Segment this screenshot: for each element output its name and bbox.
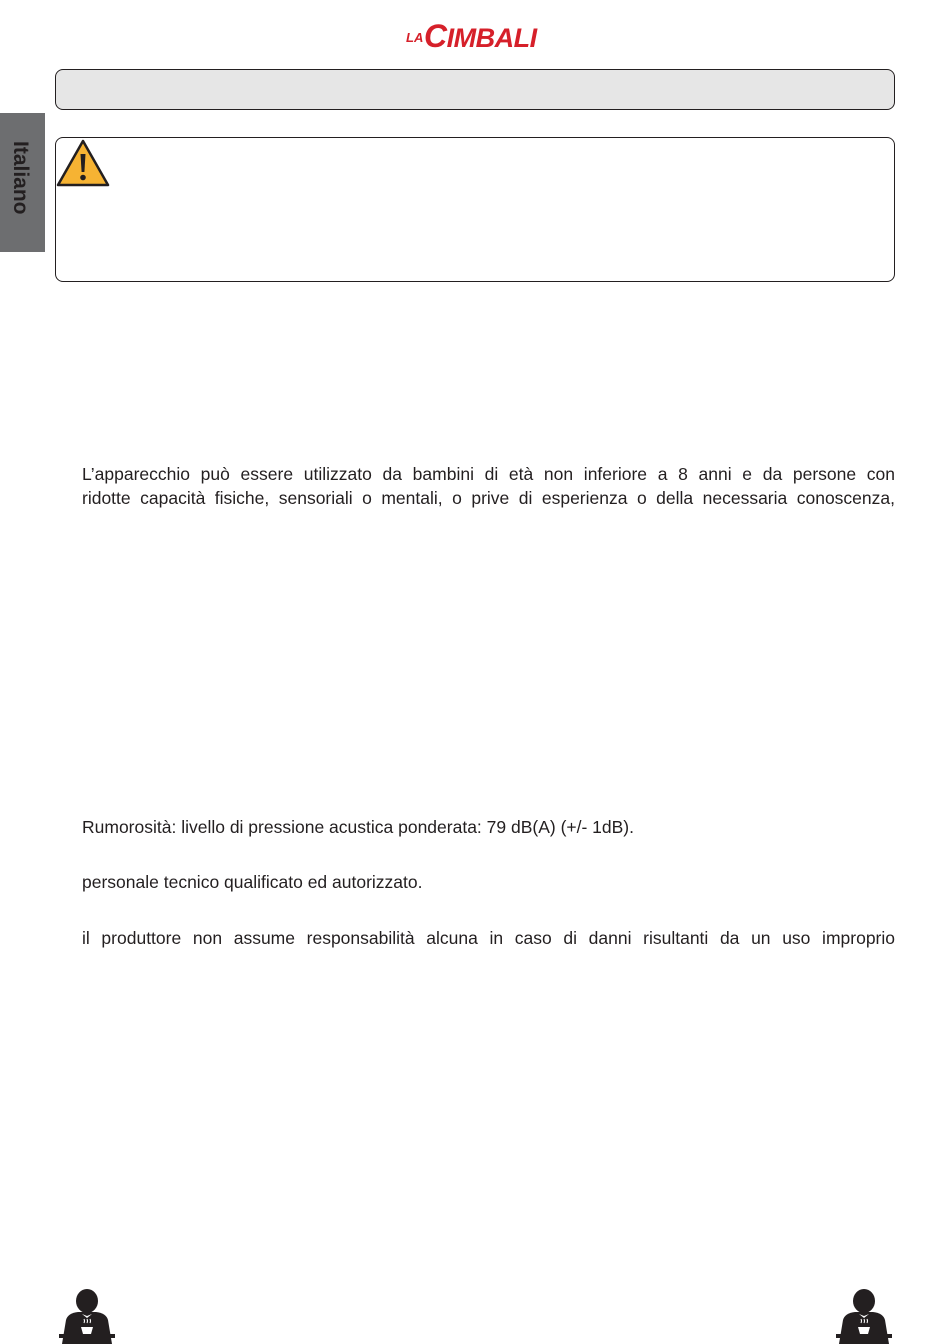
paragraph-children-usage-line-1: L’apparecchio può essere utilizzato da bambini di età non inferiore a 8 anni e da persone con	[82, 464, 895, 484]
logo-prefix: LA	[406, 30, 424, 45]
paragraph-noise-level: Rumorosità: livello di pressione acustica ponderata: 79 dB(A) (+/- 1dB).	[82, 817, 635, 837]
logo-rest: IMBALI	[446, 23, 537, 53]
paragraph-qualified-personnel: personale tecnico qualificato ed autorizzato.	[82, 872, 423, 892]
warning-triangle-icon	[56, 138, 110, 188]
logo-initial: C	[424, 18, 447, 54]
warning-box	[55, 137, 895, 282]
brand-logo	[400, 18, 550, 58]
logo-wordmark	[424, 19, 537, 55]
section-title-bar	[55, 69, 895, 110]
barista-icon	[56, 1286, 118, 1344]
paragraph-manufacturer-liability: il produttore non assume responsabilità alcuna in caso di danni risultanti da un uso improprio	[82, 928, 895, 948]
language-tab-label: Italiano	[9, 141, 32, 215]
barista-icon	[833, 1286, 895, 1344]
paragraph-children-usage-line-2: ridotte capacità fisiche, sensoriali o mentali, o prive di esperienza o della necessaria conoscenza,	[82, 488, 895, 508]
